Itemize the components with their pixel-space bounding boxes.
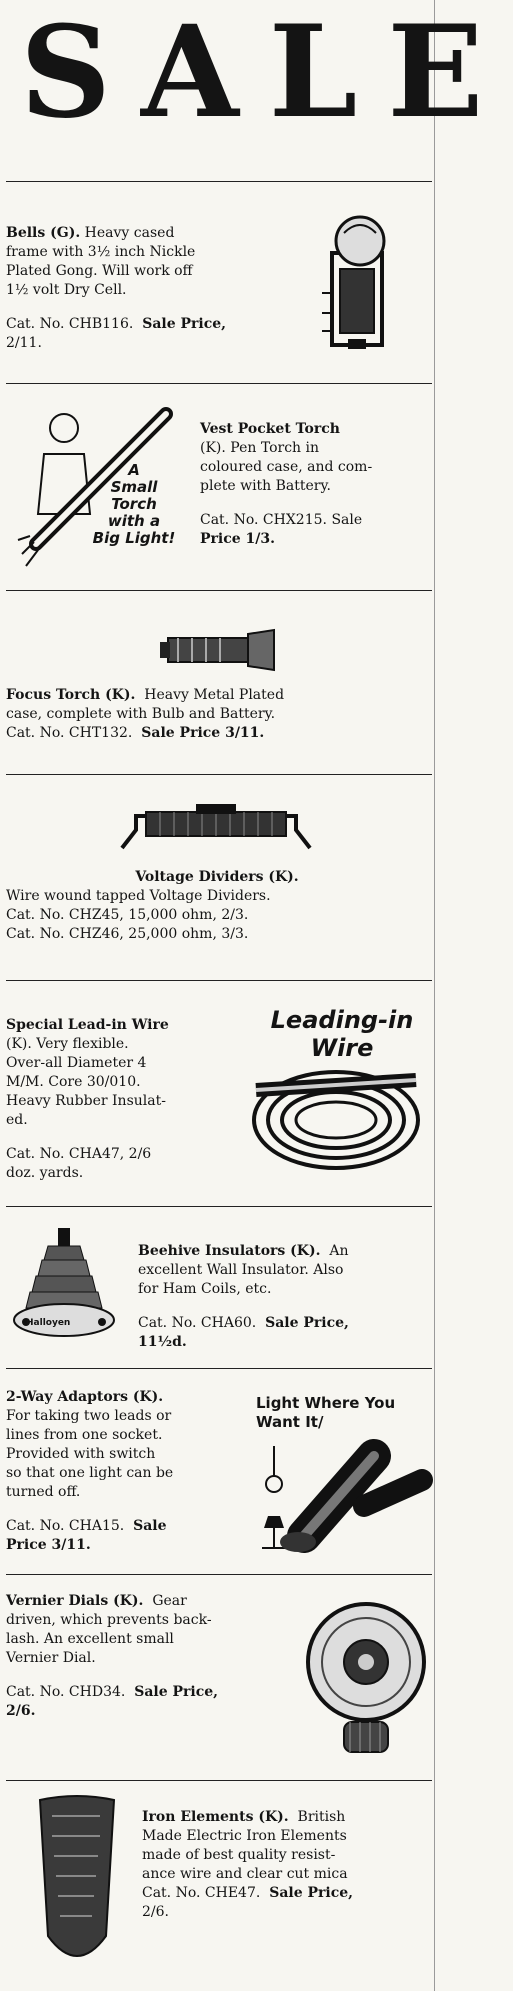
desc-line: driven, which prevents back- [6,1612,212,1628]
beehive-insulator-image [12,1226,116,1346]
sale-price-value: Price 1/3. [200,531,275,547]
sale-price-value: 2/6. [6,1703,36,1719]
item-name: Iron Elements (K). [142,1809,289,1825]
desc-line: coloured case, and com- [200,459,373,475]
desc-line: An [329,1243,349,1259]
focus-torch-image [158,630,282,670]
cat-no: Cat. No. CHD34. [6,1684,126,1700]
desc-line: Provided with switch [6,1446,156,1462]
torch-ad-slogan [88,462,180,547]
sale-label: Sale [331,512,363,528]
adaptor-ad-slogan [256,1394,430,1432]
desc-line: plete with Battery. [200,478,332,494]
voltage-divider-image [116,800,316,854]
divider [6,1206,432,1207]
ad-word: with a [107,512,161,530]
sale-price: Sale Price 3/11. [141,725,265,741]
ad-word: A [128,461,140,479]
desc-line: turned off. [6,1484,81,1500]
item-beehive-insulators [138,1242,428,1352]
cat-no: doz. yards. [6,1165,84,1181]
sale-price: Sale Price, [269,1885,354,1901]
item-iron-elements [142,1808,430,1922]
desc-line: (K). Very flexible. [6,1036,129,1052]
desc-line: made of best quality resist- [142,1847,336,1863]
ad-word: Small [110,478,158,496]
cat-no: Cat. No. CHZ46, 25,000 ohm, 3/3. [6,926,249,942]
desc-line: lash. An excellent small [6,1631,174,1647]
cat-no: Cat. No. CHX215. [200,512,327,528]
sale-price: Sale Price, [134,1684,219,1700]
item-focus-torch [6,686,428,743]
desc-line: Vernier Dial. [6,1650,96,1666]
item-lead-in-wire [6,1016,238,1183]
cat-no: Cat. No. CHT132. [6,725,133,741]
sale-price: Sale Price, [142,316,227,332]
desc-line: case, complete with Bulb and Battery. [6,706,276,722]
insulator-brand: Halloyen [26,1318,71,1328]
desc-line: frame with 3½ inch Nickle [6,244,196,260]
desc-line: Plated Gong. Will work off [6,263,193,279]
desc-line: Wire wound tapped Voltage Dividers. [6,888,271,904]
divider [6,1780,432,1781]
ad-word: Big Light! [92,529,176,547]
sale-price-value: 11½d. [138,1334,187,1350]
ad-word: Torch [111,495,157,513]
item-vernier-dials [6,1592,302,1721]
desc-line: so that one light can be [6,1465,174,1481]
wire-ad-title [254,1006,430,1062]
cat-no: Cat. No. CHB116. [6,316,134,332]
ad-word: Want It/ [256,1413,324,1431]
item-name: Bells (G). [6,225,81,241]
desc-line: lines from one socket. [6,1427,163,1443]
desc-line: 1½ volt Dry Cell. [6,282,127,298]
desc-line: Over-all Diameter 4 [6,1055,147,1071]
desc-line: Gear [152,1593,187,1609]
desc-line: (K). Pen Torch in [200,440,319,456]
ad-word: Wire [310,1034,374,1062]
cat-no: Cat. No. CHE47. [142,1885,261,1901]
desc-line: Heavy Metal Plated [144,687,285,703]
sale-price-value: 2/6. [142,1904,169,1920]
adaptor-image [254,1436,430,1556]
divider [6,1368,432,1369]
sale-price-value: Price 3/11. [6,1537,91,1553]
sale-price: Sale Price, [265,1315,349,1331]
desc-line: M/M. Core 30/010. [6,1074,141,1090]
desc-line: Made Electric Iron Elements [142,1828,347,1844]
cat-no: Cat. No. CHZ45, 15,000 ohm, 2/3. [6,907,249,923]
vernier-dial-image [304,1590,428,1758]
item-name: Voltage Dividers (K). [135,869,299,885]
desc-line: for Ham Coils, etc. [138,1281,272,1297]
divider [6,774,432,775]
cat-no: Cat. No. CHA15. [6,1518,125,1534]
bell-image [318,213,404,355]
ad-word: Light Where You [256,1394,396,1412]
desc-line: ed. [6,1112,28,1128]
desc-line: For taking two leads or [6,1408,172,1424]
item-vest-pocket-torch [200,420,428,549]
page-edge [434,0,435,1991]
divider [6,980,432,981]
desc-line: ance wire and clear cut mica [142,1866,348,1882]
divider [6,383,432,384]
cat-no: Cat. No. CHA47, 2/6 [6,1146,152,1162]
item-bells [6,224,298,353]
iron-element-image [30,1796,124,1974]
sale-label: Sale [133,1518,167,1534]
item-name: Beehive Insulators (K). [138,1243,321,1259]
divider [6,181,432,182]
item-name: Focus Torch (K). [6,687,136,703]
wire-coil-image [248,1060,424,1172]
item-voltage-dividers [6,868,428,944]
sale-heading: SALE [20,0,513,146]
cat-no: Cat. No. CHA60. [138,1315,257,1331]
item-name: 2-Way Adaptors (K). [6,1389,164,1405]
desc-line: Heavy cased [84,225,175,241]
item-name: Special Lead-in Wire [6,1017,169,1033]
divider [6,590,432,591]
desc-line: excellent Wall Insulator. Also [138,1262,344,1278]
desc-line: Heavy Rubber Insulat- [6,1093,166,1109]
desc-line: British [297,1809,346,1825]
item-name: Vest Pocket Torch [200,421,340,437]
ad-word: Leading-in [270,1006,414,1034]
divider [6,1574,432,1575]
sale-price-value: 2/11. [6,335,42,351]
item-name: Vernier Dials (K). [6,1593,144,1609]
item-2-way-adaptors [6,1388,242,1555]
